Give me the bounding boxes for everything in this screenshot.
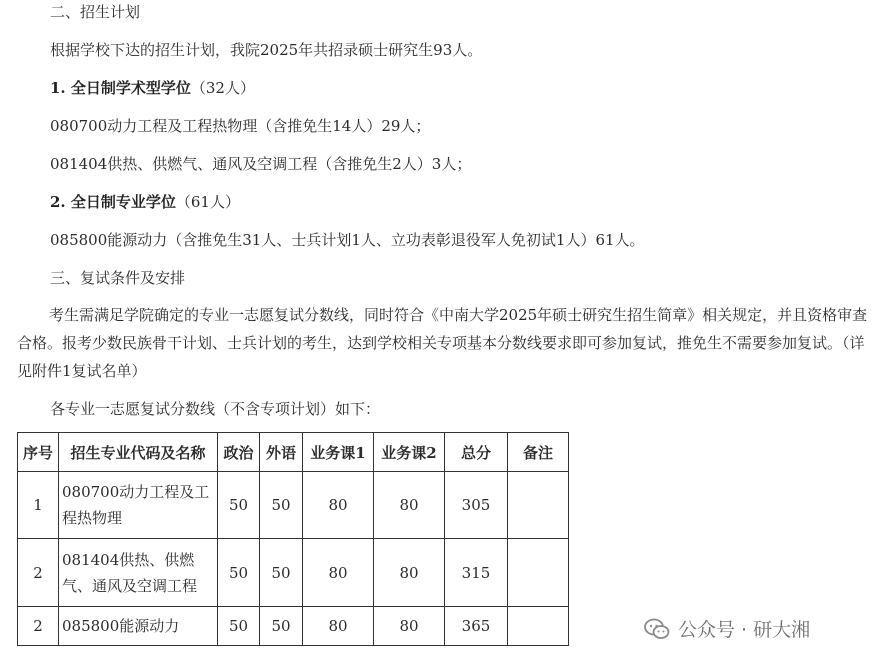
cell-course2: 80: [374, 607, 445, 646]
cell-note: [508, 472, 569, 539]
watermark: [644, 615, 810, 642]
score-table: [17, 432, 569, 646]
cell-no: 1: [18, 472, 59, 539]
wechat-icon: [644, 618, 670, 640]
cell-politics: 50: [218, 539, 260, 607]
cell-total: 315: [445, 539, 508, 607]
academic-item-2: 081404供热、供燃气、通风及空调工程（含推免生2人）3人；: [50, 155, 472, 173]
cell-politics: 50: [218, 472, 260, 539]
table-caption: 各专业一志愿复试分数线（不含专项计划）如下：: [50, 400, 381, 418]
professional-heading: [50, 192, 240, 212]
section3-paragraph: 考生需满足学院确定的专业一志愿复试分数线，同时符合《中南大学2025年硕士研究生招生简章》相关规定，并且资格审查合格。报考少数民族骨干计划、士兵计划的考生，达到学校相关专项基本分数线要求即可参加复试，推免生不需要参加复试。（详见附件1复试名单）: [17, 306, 868, 380]
professional-label: 2. 全日制专业学位: [50, 193, 176, 211]
cell-total: 305: [445, 472, 508, 539]
academic-heading: [50, 78, 255, 98]
cell-course2: 80: [374, 472, 445, 539]
cell-course2: 80: [374, 539, 445, 607]
header-note: 备注: [508, 433, 569, 472]
header-course1: 业务课1: [303, 433, 374, 472]
cell-language: 50: [260, 472, 303, 539]
section2-intro: 根据学校下达的招生计划，我院2025年共招录硕士研究生93人。: [50, 41, 483, 59]
header-major: 招生专业代码及名称: [59, 433, 218, 472]
table-row: [18, 539, 569, 607]
cell-major: 081404供热、供燃气、通风及空调工程: [59, 539, 218, 607]
table-header-row: [18, 433, 569, 472]
cell-course1: 80: [303, 472, 374, 539]
cell-major: 085800能源动力: [59, 607, 218, 646]
header-course2: 业务课2: [374, 433, 445, 472]
cell-note: [508, 607, 569, 646]
header-total: 总分: [445, 433, 508, 472]
cell-language: 50: [260, 607, 303, 646]
cell-course1: 80: [303, 539, 374, 607]
watermark-text: 公众号 · 研大湘: [678, 619, 811, 641]
academic-item-1: 080700动力工程及工程热物理（含推免生14人）29人；: [50, 117, 431, 135]
cell-total: 365: [445, 607, 508, 646]
cell-language: 50: [260, 539, 303, 607]
academic-label: 1. 全日制学术型学位: [50, 79, 191, 97]
table-row: [18, 472, 569, 539]
header-no: 序号: [18, 433, 59, 472]
cell-politics: 50: [218, 607, 260, 646]
cell-course1: 80: [303, 607, 374, 646]
table-row: [18, 607, 569, 646]
professional-item-1: 085800能源动力（含推免生31人、士兵计划1人、立功表彰退役军人免初试1人）61人。: [50, 231, 645, 249]
academic-count: （32人）: [190, 79, 255, 97]
professional-count: （61人）: [175, 193, 240, 211]
header-language: 外语: [260, 433, 303, 472]
section3-title: 三、复试条件及安排: [50, 269, 186, 287]
cell-no: 2: [18, 607, 59, 646]
header-politics: 政治: [218, 433, 260, 472]
cell-note: [508, 539, 569, 607]
section2-title: 二、招生计划: [50, 3, 141, 21]
cell-no: 2: [18, 539, 59, 607]
cell-major: 080700动力工程及工程热物理: [59, 472, 218, 539]
